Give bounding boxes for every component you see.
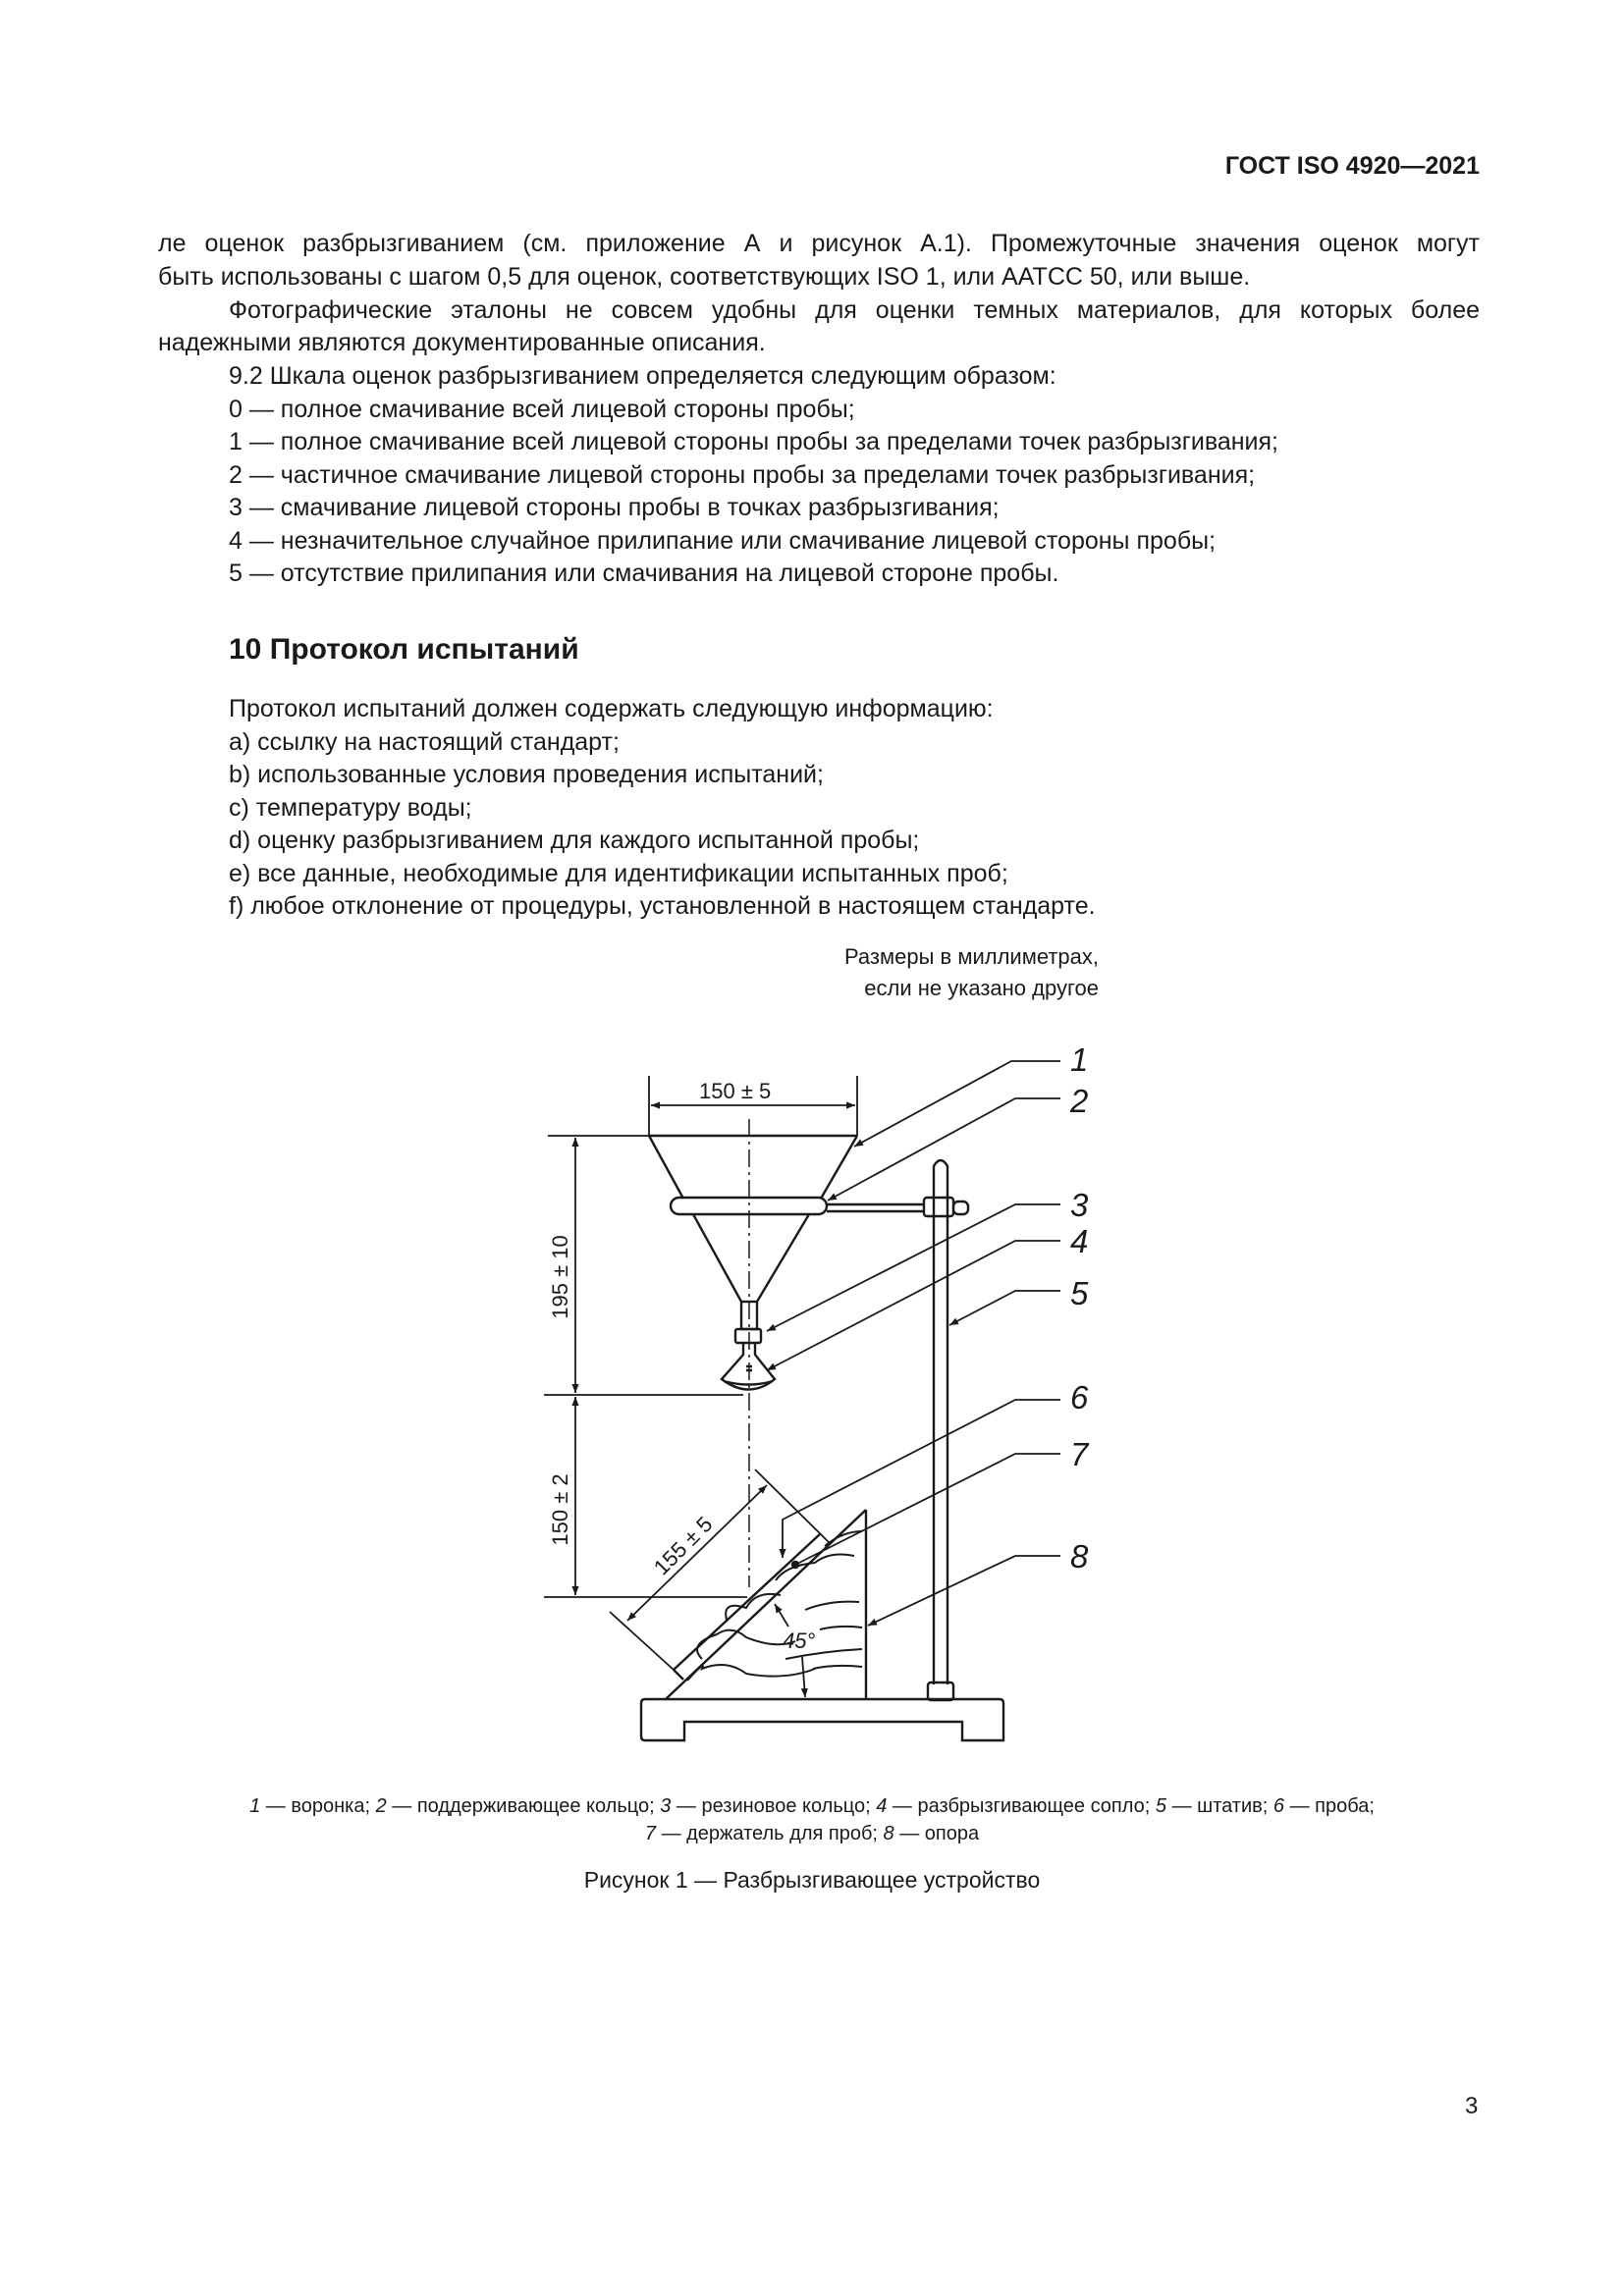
document-code-header: ГОСТ ISO 4920—2021 bbox=[1224, 152, 1480, 180]
scale-item: 5 — отсутствие прилипания или смачивания на лицевой стороне пробы. bbox=[229, 560, 1059, 587]
scale-item: 3 — смачивание лицевой стороны пробы в точках разбрызгивания; bbox=[229, 494, 1000, 521]
callout-3: 3 bbox=[1070, 1187, 1089, 1223]
callout-2: 2 bbox=[1070, 1083, 1089, 1119]
callout-leaders bbox=[767, 1061, 1060, 1626]
legend-num: 4 bbox=[876, 1795, 888, 1817]
dim-nozzle-gap: 150 ± 2 bbox=[548, 1473, 572, 1546]
figure-legend-line bbox=[0, 1823, 1624, 1845]
legend-num: 8 bbox=[883, 1823, 894, 1844]
scale-item: 1 — полное смачивание всей лицевой стороны пробы за пределами точек разбрызгивания; bbox=[229, 428, 1278, 455]
dim-funnel-width: 150 ± 5 bbox=[699, 1079, 772, 1103]
paragraph-line: ле оценок разбрызгиванием (см. приложение А и рисунок А.1). Промежуточные значения оценок могут bbox=[158, 230, 1480, 257]
callout-4: 4 bbox=[1070, 1223, 1089, 1259]
protocol-item: d) оценку разбрызгиванием для каждого испытанной пробы; bbox=[229, 827, 920, 854]
figure-legend-line bbox=[0, 1795, 1624, 1818]
protocol-item: f) любое отклонение от процедуры, установленной в настоящем стандарте. bbox=[229, 892, 1096, 920]
paragraph-line: Фотографические эталоны не совсем удобны для оценки темных материалов, для которых более bbox=[229, 296, 1480, 324]
legend-text: — проба; bbox=[1284, 1795, 1375, 1817]
legend-text: — держатель для проб; bbox=[656, 1823, 884, 1844]
scale-intro: 9.2 Шкала оценок разбрызгиванием определяется следующим образом: bbox=[229, 362, 1056, 390]
callout-8: 8 bbox=[1070, 1538, 1089, 1575]
legend-num: 7 bbox=[644, 1823, 657, 1844]
scale-item: 2 — частичное смачивание лицевой стороны пробы за пределами точек разбрызгивания; bbox=[229, 461, 1256, 489]
legend-text: — поддерживающее кольцо; bbox=[386, 1795, 661, 1817]
figure-title: Рисунок 1 — Разбрызгивающее устройство bbox=[583, 1867, 1041, 1893]
dim-sample-length: 155 ± 5 bbox=[648, 1511, 718, 1580]
section-heading: 10 Протокол испытаний bbox=[229, 633, 579, 666]
legend-text: — опора bbox=[893, 1823, 980, 1844]
dim-angle: 45° bbox=[783, 1629, 816, 1653]
legend-num: 1 bbox=[249, 1795, 261, 1817]
rubber-ring bbox=[735, 1329, 761, 1343]
protocol-item: a) ссылку на настоящий стандарт; bbox=[229, 728, 620, 756]
spray-nozzle bbox=[722, 1343, 775, 1390]
scale-item: 0 — полное смачивание всей лицевой стороны пробы; bbox=[229, 396, 855, 423]
protocol-item: b) использованные условия проведения испытаний; bbox=[229, 761, 824, 788]
legend-num: 5 bbox=[1155, 1795, 1167, 1817]
callout-5: 5 bbox=[1070, 1275, 1089, 1311]
callout-7: 7 bbox=[1070, 1436, 1089, 1472]
base bbox=[641, 1699, 1003, 1740]
paragraph-line: быть использованы с шагом 0,5 для оценок, соответствующих ISO 1, или AATCC 50, или выше. bbox=[158, 263, 1251, 291]
legend-num: 2 bbox=[375, 1795, 387, 1817]
protocol-item: c) температуру воды; bbox=[229, 794, 472, 822]
legend-num: 6 bbox=[1272, 1795, 1285, 1817]
legend-num: 3 bbox=[660, 1795, 672, 1817]
legend-text: — воронка; bbox=[260, 1795, 376, 1817]
callout-1: 1 bbox=[1070, 1041, 1089, 1078]
page-number: 3 bbox=[1465, 2093, 1479, 2119]
units-note: Размеры в миллиметрах, bbox=[843, 944, 1099, 969]
legend-text: — резиновое кольцо; bbox=[671, 1795, 877, 1817]
legend-text: — штатив; bbox=[1166, 1795, 1273, 1817]
dim-funnel-height: 195 ± 10 bbox=[548, 1235, 572, 1319]
protocol-item: e) все данные, необходимые для идентификации испытанных проб; bbox=[229, 860, 1008, 887]
paragraph-line: надежными являются документированные описания. bbox=[158, 329, 766, 356]
stand bbox=[827, 1160, 968, 1700]
units-note: если не указано другое bbox=[864, 976, 1099, 1000]
callout-6: 6 bbox=[1070, 1379, 1089, 1415]
legend-text: — разбрызгивающее сопло; bbox=[887, 1795, 1156, 1817]
section-intro: Протокол испытаний должен содержать следующую информацию: bbox=[229, 695, 994, 722]
scale-item: 4 — незначительное случайное прилипание или смачивание лицевой стороны пробы; bbox=[229, 527, 1217, 555]
